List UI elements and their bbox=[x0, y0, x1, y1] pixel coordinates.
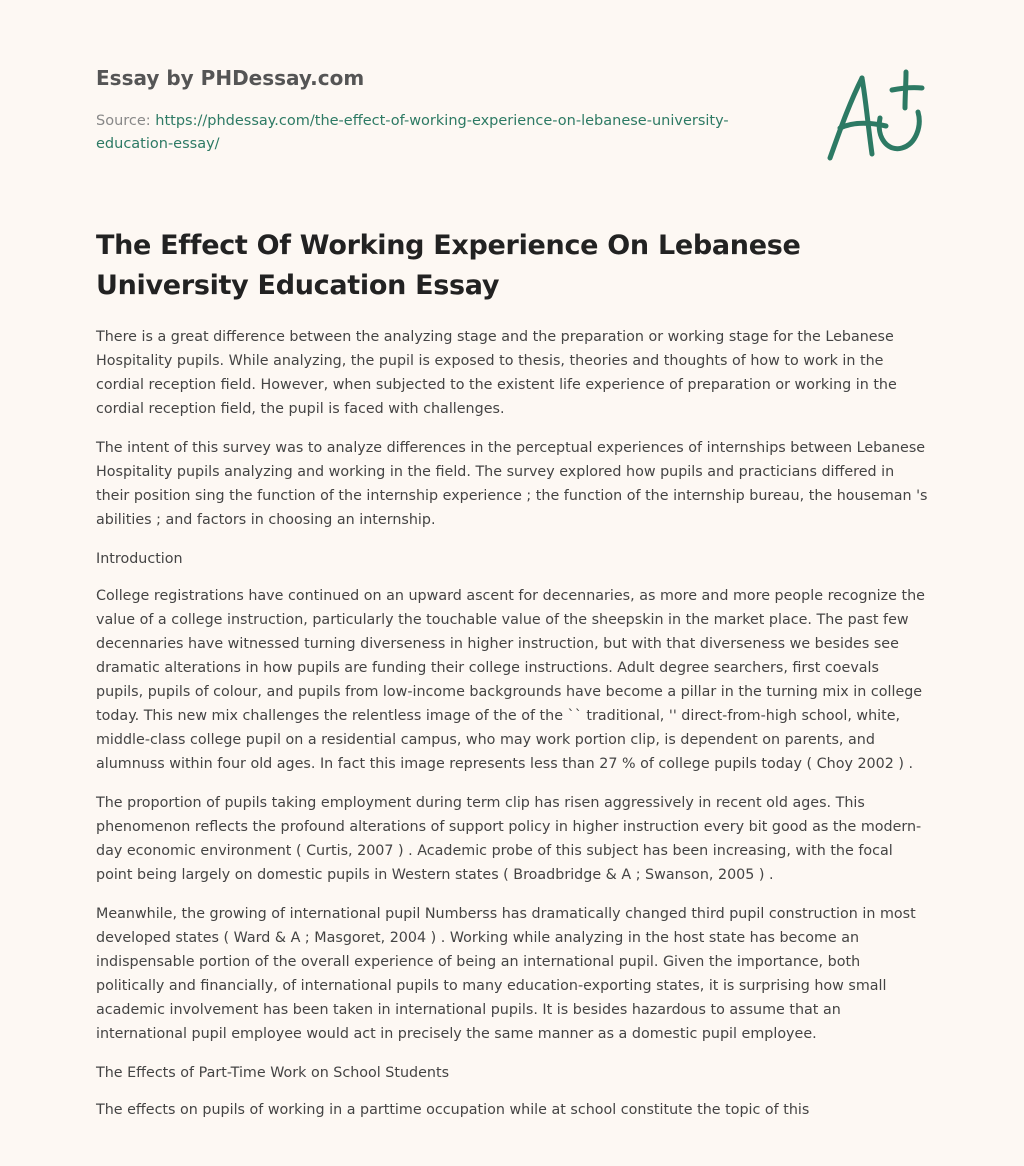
source-line bbox=[96, 110, 786, 156]
paragraph: College registrations have continued on an upward ascent for decennaries, as more and more people recognize the value of a college instruction, particularly the touchable value of the sheepskin in the market place. The past few decennaries have witnessed turning diverseness in higher instruction, but with that diverseness we besides see dramatic alterations in how pupils are funding their college instructions. Adult degree searchers, first coevals pupils, pupils of colour, and pupils from low-income backgrounds have become a pillar in the turning mix in college today. This new mix challenges the relentless image of the of the `` traditional, '' direct-from-high school, white, middle-class college pupil on a residential campus, who may work portion clip, is dependent on parents, and alumnuss within four old ages. In fact this image represents less than 27 % of college pupils today ( Choy 2002 ) . bbox=[96, 588, 925, 772]
essay-title: The Effect Of Working Experience On Lebanese University Education Essay bbox=[96, 230, 801, 301]
a-plus-logo-icon bbox=[818, 66, 928, 166]
section-heading: The Effects of Part-Time Work on School Students bbox=[96, 1065, 450, 1081]
paragraph: Meanwhile, the growing of international pupil Numberss has dramatically changed third pupil construction in most developed states ( Ward & A ; Masgoret, 2004 ) . Working while analyzing in the host state has become an indispensable portion of the overall experience of being an international pupil. Given the importance, both politically and financially, of international pupils to many education-exporting states, it is surprising how small academic involvement has been taken in international pupils. It is besides hazardous to assume that an international pupil employee would act in precisely the same manner as a domestic pupil employee. bbox=[96, 906, 916, 1042]
essay-header bbox=[96, 62, 796, 156]
section-heading: Introduction bbox=[96, 551, 183, 567]
essay-body bbox=[96, 325, 928, 1137]
site-brand: Essay by PHDessay.com bbox=[96, 66, 365, 90]
source-link[interactable]: https://phdessay.com/the-effect-of-working-experience-on-lebanese-university-education-essay/ bbox=[96, 113, 729, 152]
paragraph: The effects on pupils of working in a parttime occupation while at school constitute the topic of this bbox=[96, 1102, 810, 1118]
paragraph: The intent of this survey was to analyze differences in the perceptual experiences of internships between Lebanese Hospitality pupils analyzing and working in the field. The survey explored how pupils and practicians differed in their position sing the function of the internship experience ; the function of the internship bureau, the houseman 's abilities ; and factors in choosing an internship. bbox=[96, 440, 928, 528]
paragraph: The proportion of pupils taking employment during term clip has risen aggressively in recent old ages. This phenomenon reflects the profound alterations of support policy in higher instruction every bit good as the modern-day economic environment ( Curtis, 2007 ) . Academic probe of this subject has been increasing, with the focal point being largely on domestic pupils in Western states ( Broadbridge & A ; Swanson, 2005 ) . bbox=[96, 795, 922, 883]
paragraph: There is a great difference between the analyzing stage and the preparation or working stage for the Lebanese Hospitality pupils. While analyzing, the pupil is exposed to thesis, theories and thoughts of how to work in the cordial reception field. However, when subjected to the existent life experience of preparation or working in the cordial reception field, the pupil is faced with challenges. bbox=[96, 329, 897, 417]
source-label: Source: bbox=[96, 113, 156, 129]
